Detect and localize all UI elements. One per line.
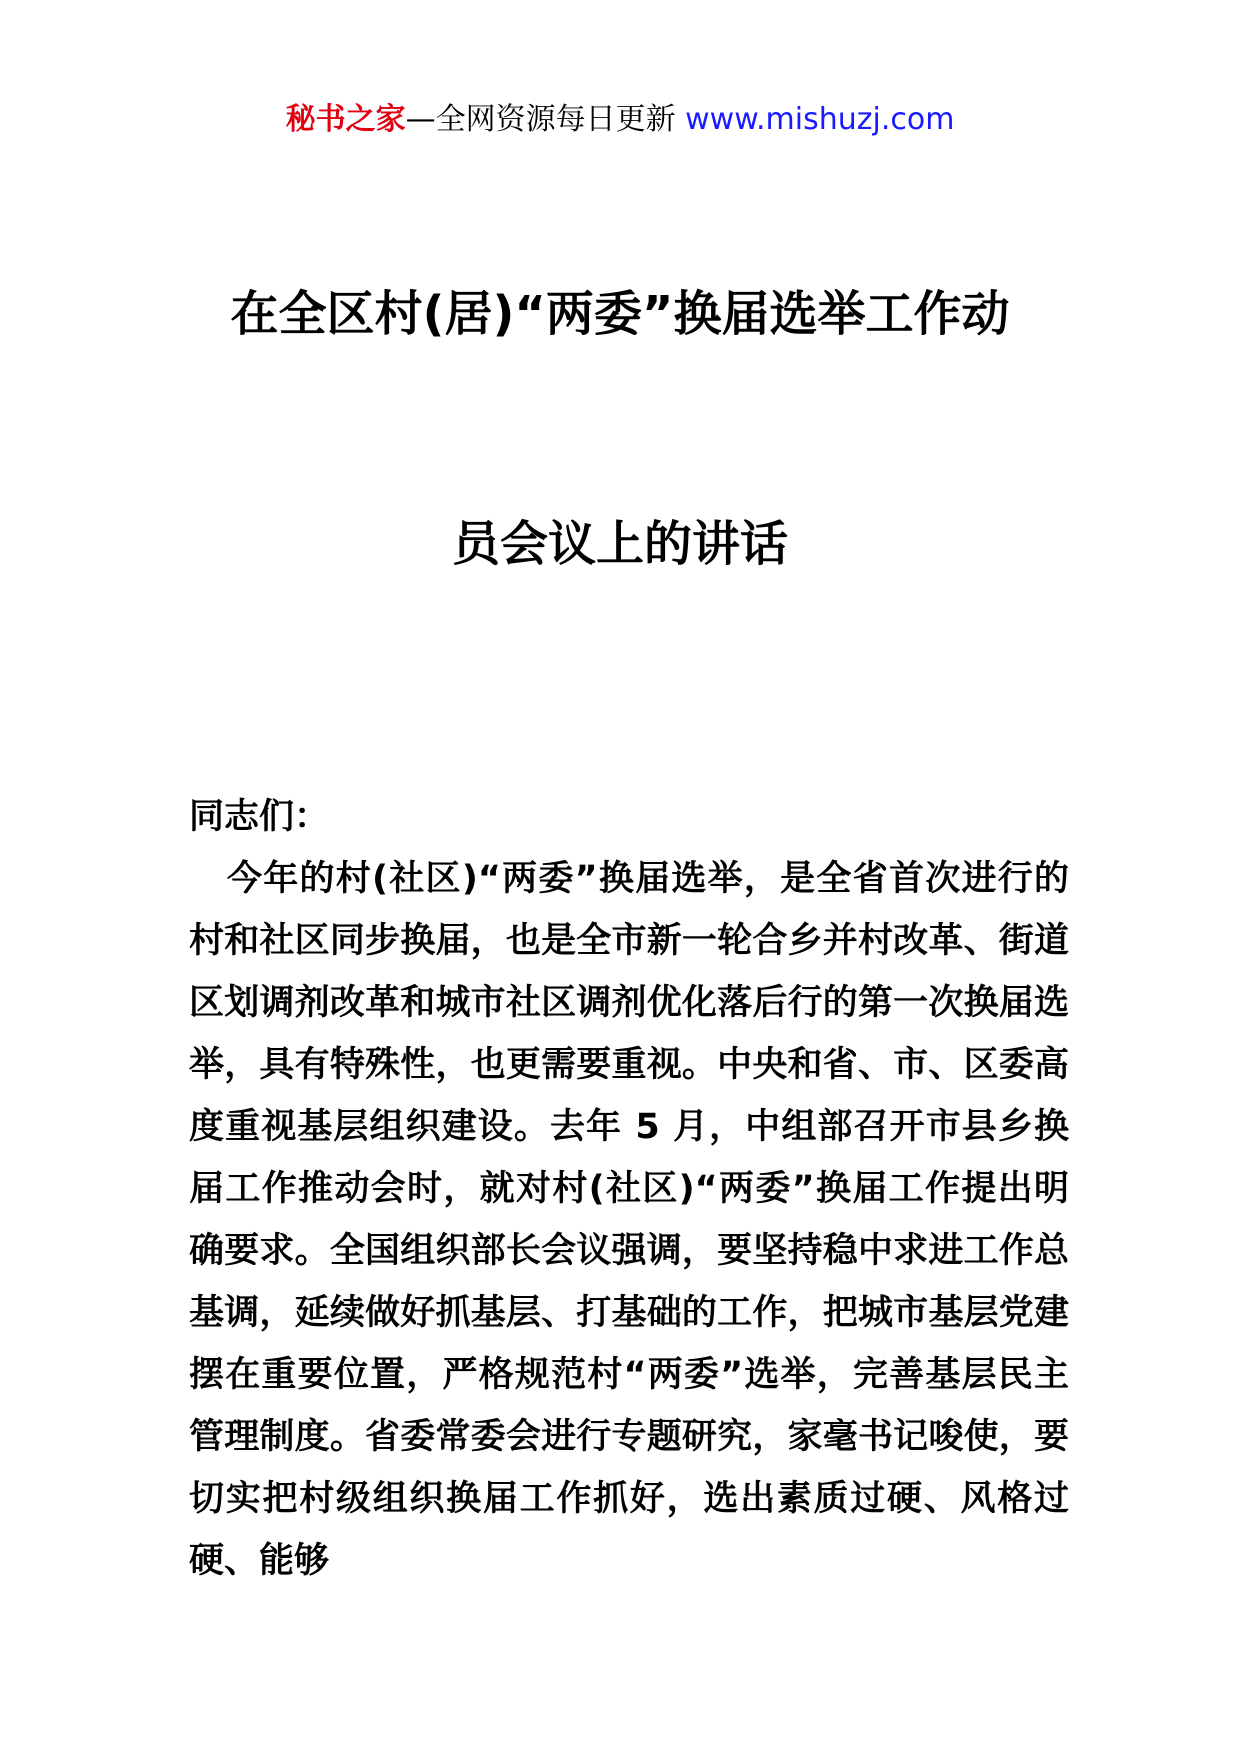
document-title-line-2: 员会议上的讲话 bbox=[451, 516, 788, 572]
document-body bbox=[189, 786, 1069, 1592]
salutation: 同志们： bbox=[189, 797, 330, 837]
site-header bbox=[0, 100, 1240, 140]
brand-name: 秘书之家 bbox=[285, 102, 406, 137]
document-title-line-1: 在全区村(居)“两委”换届选举工作动 bbox=[230, 286, 1010, 342]
body-paragraph: 今年的村(社区)“两委”换届选举，是全省首次进行的村和社区同步换届，也是全市新一轮合乡并村改革、街道区划调剂改革和城市社区调剂优化落后行的第一次换届选举，具有特殊性，也更需要重视。中央和省、市、区委高度重视基层组织建设。去年 5 月，中组部召开市县乡换届工作推动会时，就对村(社区)“两委”换届工作提出明确要求。全国组织部长会议强调，要坚持稳中求进工作总基调，延续做好抓基层、打基础的工作，把城市基层党建摆在重要位置，严格规范村“两委”选举，完善基层民主管理制度。省委常委会进行专题研究，家毫书记唆使，要切实把村级组织换届工作抓好，选出素质过硬、风格过硬、能够 bbox=[189, 859, 1070, 1581]
site-url-link[interactable]: www.mishuzj.com bbox=[685, 102, 955, 137]
site-slogan: —全网资源每日更新 bbox=[405, 102, 686, 137]
